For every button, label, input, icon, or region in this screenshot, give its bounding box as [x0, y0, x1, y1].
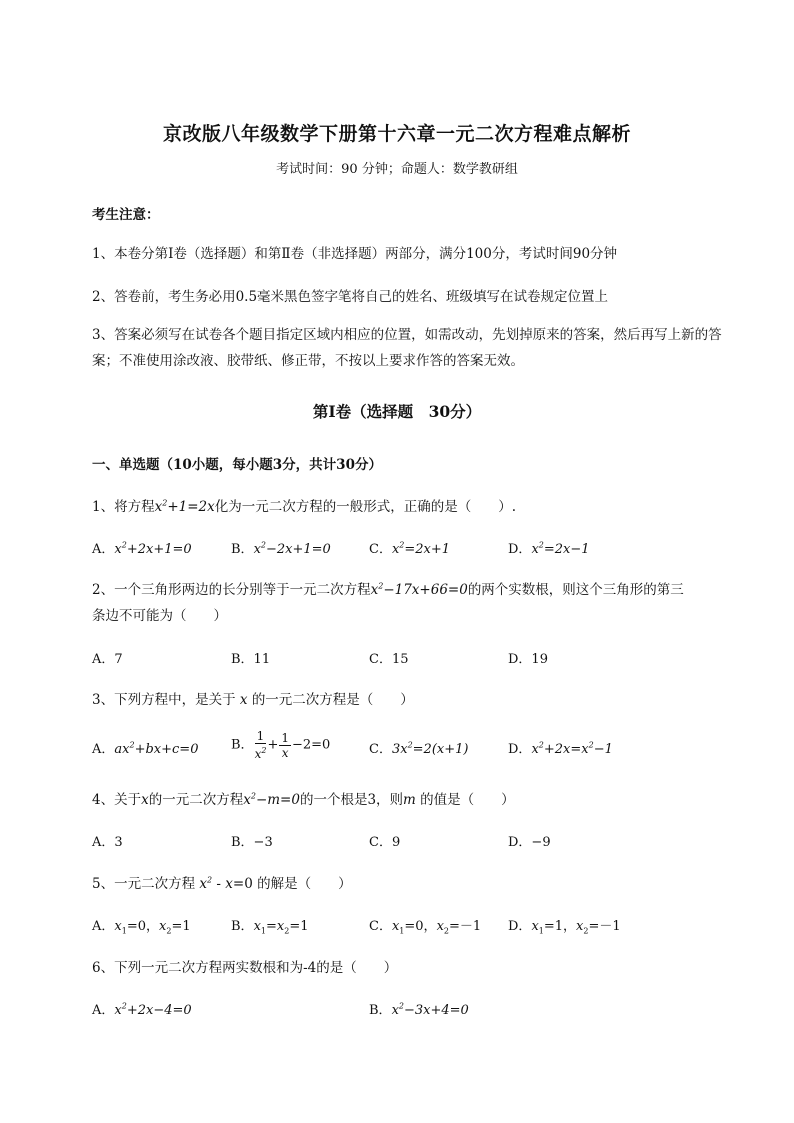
notice-heading: 考生注意： — [92, 207, 160, 223]
question-5-option-a[interactable]: A．$x_1=0$，$x_2=1$ — [92, 919, 191, 936]
question-5-option-d[interactable]: D．$x_1=1$，$x_2=-1$ — [508, 919, 621, 936]
question-4: 4、关于x的一元二次方程$x^2-m=0$的一个根是3，则m 的值是（ ） — [92, 791, 515, 808]
question-6-option-a[interactable]: A．$x^2+2x-4=0$ — [92, 1001, 192, 1018]
question-4-option-c[interactable]: C．9 — [369, 835, 401, 850]
question-2-option-c[interactable]: C．15 — [369, 652, 409, 667]
section-title: 第Ⅰ卷（选择题 30分） — [312, 402, 482, 421]
question-2 — [92, 578, 684, 598]
question-6: 6、下列一元二次方程两实数根和为-4的是（ ） — [92, 960, 398, 976]
question-2-option-d[interactable]: D．19 — [508, 652, 548, 667]
document-title: 京改版八年级数学下册第十六章一元二次方程难点解析 — [162, 123, 631, 145]
question-4-option-d[interactable]: D．−9 — [508, 835, 551, 850]
document-subtitle: 考试时间：90 分钟；命题人：数学教研组 — [276, 162, 518, 177]
notice-item-2: 2、答卷前，考生务必用0.5毫米黑色签字笔将自己的姓名、班级填写在试卷规定位置上 — [92, 289, 609, 305]
question-4-option-b[interactable]: B．−3 — [231, 835, 273, 850]
question-3-option-b[interactable]: B． $\frac{1}{x^2}$ + $\frac{1}{x}$ −2=0 — [231, 729, 331, 761]
question-5-option-b[interactable]: B．$x_1=x_2=1$ — [231, 919, 309, 936]
question-2-line2: 条边不可能为（ ） — [92, 608, 227, 624]
part-title: 一、单选题（10小题，每小题3分，共计30分） — [92, 457, 382, 473]
question-3-option-a[interactable]: A．$ax^2+bx+c=0$ — [92, 740, 199, 757]
question-2-option-a[interactable]: A．7 — [92, 652, 123, 667]
question-3-option-d[interactable]: D．$x^2+2x=x^2-1$ — [508, 740, 613, 757]
question-5-option-c[interactable]: C．$x_1=0$，$x_2=-1$ — [369, 919, 482, 936]
question-1-option-c[interactable]: C．$x^2=2x+1$ — [369, 540, 451, 557]
question-3: 3、下列方程中，是关于 x 的一元二次方程是（ ） — [92, 692, 414, 708]
question-6-option-b[interactable]: B．$x^2-3x+4=0$ — [369, 1001, 469, 1018]
question-1-option-b[interactable]: B．$x^2-2x+1=0$ — [231, 540, 331, 557]
question-3-option-c[interactable]: C．$3x^2=2(x+1)$ — [369, 740, 469, 757]
question-5: 5、一元二次方程 $x^2 - x=0$ 的解是（ ） — [92, 875, 352, 892]
notice-item-3: 3、答案必须写在试卷各个题目指定区域内相应的位置，如需改动，先划掉原来的答案，然后再写上新的答案；不准使用涂改液、胶带纸、修正带，不按以上要求作答的答案无效。 — [92, 327, 722, 369]
question-1-option-a[interactable]: A．$x^2+2x+1=0$ — [92, 540, 192, 557]
question-2-equation: $x^2-17x+66=0$ — [370, 581, 468, 598]
question-1 — [92, 495, 516, 515]
question-1-option-d[interactable]: D．$x^2=2x-1$ — [508, 540, 590, 557]
question-1-suffix: 化为一元二次方程的一般形式，正确的是（ ）. — [214, 499, 517, 515]
notice-item-1: 1、本卷分第Ⅰ卷（选择题）和第Ⅱ卷（非选择题）两部分，满分100分，考试时间90分钟 — [92, 246, 618, 262]
question-1-equation: $x^2+1=2x$ — [154, 498, 215, 515]
question-1-prefix: 1、将方程 — [92, 499, 155, 515]
question-2-prefix: 2、一个三角形两边的长分别等于一元二次方程 — [92, 582, 371, 598]
question-4-option-a[interactable]: A．3 — [92, 835, 123, 850]
question-2-suffix: 的两个实数根，则这个三角形的第三 — [467, 582, 684, 598]
question-2-option-b[interactable]: B．11 — [231, 652, 271, 667]
